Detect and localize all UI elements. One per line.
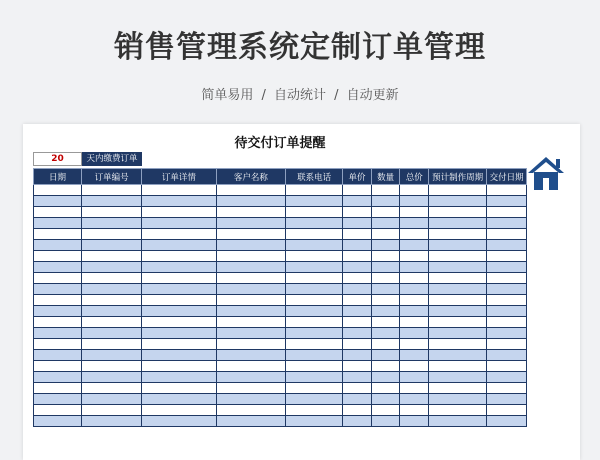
table-header-row <box>34 169 527 185</box>
table-row <box>34 284 527 295</box>
table-cell[interactable] <box>400 295 429 306</box>
table-cell[interactable] <box>400 218 429 229</box>
table-row <box>34 394 527 405</box>
table-cell[interactable] <box>371 361 400 372</box>
table-cell[interactable] <box>216 372 285 383</box>
table-cell[interactable] <box>286 284 343 295</box>
table-cell[interactable] <box>286 306 343 317</box>
table-cell[interactable] <box>428 317 486 328</box>
table-row <box>34 185 527 196</box>
table-cell[interactable] <box>81 240 141 251</box>
table-cell[interactable] <box>487 394 527 405</box>
table-cell[interactable] <box>400 339 429 350</box>
table-body <box>34 185 527 427</box>
table-cell[interactable] <box>487 405 527 416</box>
sheet-title: 待交付订单提醒 <box>234 136 326 151</box>
table-cell[interactable] <box>34 218 82 229</box>
table-cell[interactable] <box>216 262 285 273</box>
table-row <box>34 317 527 328</box>
table-cell[interactable] <box>216 416 285 427</box>
table-cell[interactable] <box>81 251 141 262</box>
table-cell[interactable] <box>286 361 343 372</box>
table-cell[interactable] <box>428 295 486 306</box>
table-cell[interactable] <box>428 339 486 350</box>
table-cell[interactable] <box>487 328 527 339</box>
table-cell[interactable] <box>81 218 141 229</box>
table-cell[interactable] <box>286 372 343 383</box>
table-cell[interactable] <box>400 240 429 251</box>
table-cell[interactable] <box>400 394 429 405</box>
table-cell[interactable] <box>34 295 82 306</box>
table-cell[interactable] <box>371 295 400 306</box>
table-cell[interactable] <box>34 207 82 218</box>
table-cell[interactable] <box>142 372 217 383</box>
table-cell[interactable] <box>142 185 217 196</box>
table-cell[interactable] <box>34 383 82 394</box>
table-cell[interactable] <box>286 240 343 251</box>
table-cell[interactable] <box>286 339 343 350</box>
table-cell[interactable] <box>487 273 527 284</box>
column-header[interactable]: 客户名称 <box>216 169 285 185</box>
table-cell[interactable] <box>216 229 285 240</box>
table-cell[interactable] <box>371 383 400 394</box>
table-cell[interactable] <box>487 251 527 262</box>
table-row <box>34 273 527 284</box>
table-row <box>34 229 527 240</box>
table-cell[interactable] <box>216 361 285 372</box>
table-cell[interactable] <box>371 350 400 361</box>
table-cell[interactable] <box>487 317 527 328</box>
table-cell[interactable] <box>216 317 285 328</box>
table-cell[interactable] <box>34 350 82 361</box>
table-cell[interactable] <box>81 383 141 394</box>
table-cell[interactable] <box>216 185 285 196</box>
table-cell[interactable] <box>371 416 400 427</box>
table-cell[interactable] <box>487 218 527 229</box>
table-cell[interactable] <box>81 185 141 196</box>
table-cell[interactable] <box>400 185 429 196</box>
table-cell[interactable] <box>371 394 400 405</box>
table-cell[interactable] <box>428 372 486 383</box>
table-cell[interactable] <box>34 284 82 295</box>
table-row <box>34 405 527 416</box>
table-cell[interactable] <box>371 229 400 240</box>
table-row <box>34 295 527 306</box>
table-cell[interactable] <box>286 416 343 427</box>
table-cell[interactable] <box>371 196 400 207</box>
table-cell[interactable] <box>487 207 527 218</box>
table-cell[interactable] <box>343 383 372 394</box>
table-cell[interactable] <box>142 394 217 405</box>
page-subtitle: 简单易用 / 自动统计 / 自动更新 <box>201 88 399 103</box>
table-cell[interactable] <box>81 229 141 240</box>
table-cell[interactable] <box>81 273 141 284</box>
table-cell[interactable] <box>371 306 400 317</box>
table-row <box>34 350 527 361</box>
table-cell[interactable] <box>371 251 400 262</box>
table-cell[interactable] <box>343 251 372 262</box>
table-cell[interactable] <box>142 416 217 427</box>
table-cell[interactable] <box>371 262 400 273</box>
table-cell[interactable] <box>216 273 285 284</box>
table-cell[interactable] <box>216 328 285 339</box>
table-cell[interactable] <box>487 240 527 251</box>
table-cell[interactable] <box>81 372 141 383</box>
table-cell[interactable] <box>142 240 217 251</box>
table-row <box>34 251 527 262</box>
table-cell[interactable] <box>400 306 429 317</box>
table-cell[interactable] <box>81 196 141 207</box>
table-cell[interactable] <box>428 328 486 339</box>
column-header[interactable]: 订单详情 <box>142 169 217 185</box>
table-cell[interactable] <box>371 339 400 350</box>
days-label: 天内缴费订单 <box>82 152 142 166</box>
table-cell[interactable] <box>400 361 429 372</box>
table-cell[interactable] <box>400 207 429 218</box>
table-cell[interactable] <box>216 295 285 306</box>
table-cell[interactable] <box>487 196 527 207</box>
table-cell[interactable] <box>142 273 217 284</box>
table-cell[interactable] <box>81 361 141 372</box>
table-cell[interactable] <box>343 196 372 207</box>
table-cell[interactable] <box>142 306 217 317</box>
table-cell[interactable] <box>216 284 285 295</box>
table-cell[interactable] <box>34 273 82 284</box>
table-cell[interactable] <box>81 284 141 295</box>
table-row <box>34 207 527 218</box>
table-cell[interactable] <box>400 284 429 295</box>
table-cell[interactable] <box>81 262 141 273</box>
table-cell[interactable] <box>34 317 82 328</box>
table-cell[interactable] <box>81 394 141 405</box>
table-cell[interactable] <box>428 240 486 251</box>
column-header[interactable]: 总价 <box>400 169 429 185</box>
table-cell[interactable] <box>343 240 372 251</box>
table-cell[interactable] <box>428 394 486 405</box>
table-cell[interactable] <box>343 372 372 383</box>
table-cell[interactable] <box>142 383 217 394</box>
table-cell[interactable] <box>343 207 372 218</box>
table-cell[interactable] <box>81 306 141 317</box>
column-header[interactable]: 单价 <box>343 169 372 185</box>
table-cell[interactable] <box>286 273 343 284</box>
table-cell[interactable] <box>371 240 400 251</box>
table-cell[interactable] <box>371 317 400 328</box>
column-header[interactable]: 日期 <box>34 169 82 185</box>
table-cell[interactable] <box>428 383 486 394</box>
table-cell[interactable] <box>34 306 82 317</box>
table-cell[interactable] <box>343 185 372 196</box>
table-row <box>34 196 527 207</box>
table-cell[interactable] <box>142 350 217 361</box>
table-cell[interactable] <box>142 207 217 218</box>
table-row <box>34 218 527 229</box>
home-icon[interactable] <box>526 155 566 191</box>
table-cell[interactable] <box>400 383 429 394</box>
table-cell[interactable] <box>428 284 486 295</box>
table-cell[interactable] <box>34 251 82 262</box>
table-cell[interactable] <box>286 405 343 416</box>
table-cell[interactable] <box>428 229 486 240</box>
table-cell[interactable] <box>142 229 217 240</box>
table-cell[interactable] <box>487 361 527 372</box>
table-cell[interactable] <box>371 207 400 218</box>
table-cell[interactable] <box>400 229 429 240</box>
table-cell[interactable] <box>142 262 217 273</box>
table-cell[interactable] <box>428 306 486 317</box>
table-cell[interactable] <box>400 317 429 328</box>
table-cell[interactable] <box>34 361 82 372</box>
table-cell[interactable] <box>142 339 217 350</box>
table-cell[interactable] <box>400 372 429 383</box>
table-cell[interactable] <box>286 383 343 394</box>
table-cell[interactable] <box>286 317 343 328</box>
table-cell[interactable] <box>487 229 527 240</box>
table-cell[interactable] <box>343 405 372 416</box>
table-cell[interactable] <box>343 361 372 372</box>
table-cell[interactable] <box>286 207 343 218</box>
days-input[interactable]: 20 <box>33 152 82 166</box>
orders-table <box>33 168 527 427</box>
table-cell[interactable] <box>371 405 400 416</box>
table-cell[interactable] <box>81 317 141 328</box>
table-cell[interactable] <box>142 361 217 372</box>
table-row <box>34 306 527 317</box>
table-cell[interactable] <box>216 339 285 350</box>
table-cell[interactable] <box>216 306 285 317</box>
table-cell[interactable] <box>34 416 82 427</box>
table-cell[interactable] <box>400 196 429 207</box>
table-cell[interactable] <box>286 295 343 306</box>
table-cell[interactable] <box>428 273 486 284</box>
table-cell[interactable] <box>142 251 217 262</box>
table-cell[interactable] <box>428 405 486 416</box>
table-cell[interactable] <box>216 350 285 361</box>
table-cell[interactable] <box>81 405 141 416</box>
table-cell[interactable] <box>142 196 217 207</box>
table-row <box>34 383 527 394</box>
table-cell[interactable] <box>428 207 486 218</box>
table-cell[interactable] <box>34 328 82 339</box>
table-cell[interactable] <box>343 306 372 317</box>
column-header[interactable]: 订单编号 <box>81 169 141 185</box>
table-cell[interactable] <box>286 350 343 361</box>
table-cell[interactable] <box>400 328 429 339</box>
table-cell[interactable] <box>343 328 372 339</box>
table-cell[interactable] <box>400 416 429 427</box>
table-cell[interactable] <box>343 339 372 350</box>
table-cell[interactable] <box>343 295 372 306</box>
table-cell[interactable] <box>487 262 527 273</box>
table-cell[interactable] <box>371 273 400 284</box>
column-header[interactable]: 数量 <box>371 169 400 185</box>
table-cell[interactable] <box>428 350 486 361</box>
table-cell[interactable] <box>487 350 527 361</box>
table-cell[interactable] <box>400 262 429 273</box>
table-cell[interactable] <box>400 273 429 284</box>
column-header[interactable]: 交付日期 <box>487 169 527 185</box>
table-row <box>34 262 527 273</box>
table-cell[interactable] <box>487 306 527 317</box>
table-row <box>34 328 527 339</box>
table-cell[interactable] <box>216 405 285 416</box>
table-cell[interactable] <box>487 185 527 196</box>
table-cell[interactable] <box>216 394 285 405</box>
table-row <box>34 416 527 427</box>
table-cell[interactable] <box>343 416 372 427</box>
table-cell[interactable] <box>487 383 527 394</box>
table-cell[interactable] <box>487 416 527 427</box>
table-cell[interactable] <box>428 196 486 207</box>
table-cell[interactable] <box>34 339 82 350</box>
table-cell[interactable] <box>286 262 343 273</box>
table-cell[interactable] <box>487 339 527 350</box>
table-cell[interactable] <box>216 218 285 229</box>
table-cell[interactable] <box>286 229 343 240</box>
table-cell[interactable] <box>142 218 217 229</box>
table-cell[interactable] <box>34 394 82 405</box>
table-cell[interactable] <box>34 185 82 196</box>
table-cell[interactable] <box>428 262 486 273</box>
column-header[interactable]: 联系电话 <box>286 169 343 185</box>
page-title: 销售管理系统定制订单管理 <box>114 30 486 65</box>
table-cell[interactable] <box>428 416 486 427</box>
table-cell[interactable] <box>142 295 217 306</box>
table-cell[interactable] <box>428 185 486 196</box>
table-cell[interactable] <box>216 251 285 262</box>
table-cell[interactable] <box>142 317 217 328</box>
table-cell[interactable] <box>343 317 372 328</box>
table-cell[interactable] <box>487 295 527 306</box>
table-cell[interactable] <box>343 262 372 273</box>
table-cell[interactable] <box>400 251 429 262</box>
table-cell[interactable] <box>428 361 486 372</box>
table-cell[interactable] <box>371 284 400 295</box>
table-cell[interactable] <box>343 350 372 361</box>
table-cell[interactable] <box>81 350 141 361</box>
table-row <box>34 361 527 372</box>
table-cell[interactable] <box>81 416 141 427</box>
table-cell[interactable] <box>216 383 285 394</box>
table-cell[interactable] <box>428 251 486 262</box>
table-cell[interactable] <box>286 251 343 262</box>
table-cell[interactable] <box>34 262 82 273</box>
table-cell[interactable] <box>81 207 141 218</box>
table-cell[interactable] <box>286 185 343 196</box>
table-cell[interactable] <box>400 350 429 361</box>
table-cell[interactable] <box>142 284 217 295</box>
table-cell[interactable] <box>34 196 82 207</box>
table-cell[interactable] <box>142 405 217 416</box>
table-row <box>34 372 527 383</box>
table-cell[interactable] <box>81 339 141 350</box>
table-cell[interactable] <box>81 328 141 339</box>
column-header[interactable]: 预计制作周期 <box>428 169 486 185</box>
table-cell[interactable] <box>343 229 372 240</box>
table-cell[interactable] <box>343 273 372 284</box>
table-cell[interactable] <box>81 295 141 306</box>
table-cell[interactable] <box>216 240 285 251</box>
table-cell[interactable] <box>34 229 82 240</box>
table-cell[interactable] <box>371 185 400 196</box>
table-cell[interactable] <box>343 394 372 405</box>
table-cell[interactable] <box>371 372 400 383</box>
table-cell[interactable] <box>286 196 343 207</box>
table-cell[interactable] <box>34 240 82 251</box>
table-row <box>34 240 527 251</box>
spreadsheet-panel <box>23 124 580 460</box>
table-cell[interactable] <box>34 372 82 383</box>
table-cell[interactable] <box>487 372 527 383</box>
table-cell[interactable] <box>286 328 343 339</box>
table-cell[interactable] <box>216 207 285 218</box>
table-cell[interactable] <box>343 284 372 295</box>
table-cell[interactable] <box>142 328 217 339</box>
table-cell[interactable] <box>400 405 429 416</box>
table-row <box>34 339 527 350</box>
table-cell[interactable] <box>371 218 400 229</box>
table-cell[interactable] <box>216 196 285 207</box>
table-cell[interactable] <box>343 218 372 229</box>
table-cell[interactable] <box>487 284 527 295</box>
table-cell[interactable] <box>428 218 486 229</box>
table-cell[interactable] <box>371 328 400 339</box>
table-cell[interactable] <box>286 394 343 405</box>
table-cell[interactable] <box>286 218 343 229</box>
table-cell[interactable] <box>34 405 82 416</box>
